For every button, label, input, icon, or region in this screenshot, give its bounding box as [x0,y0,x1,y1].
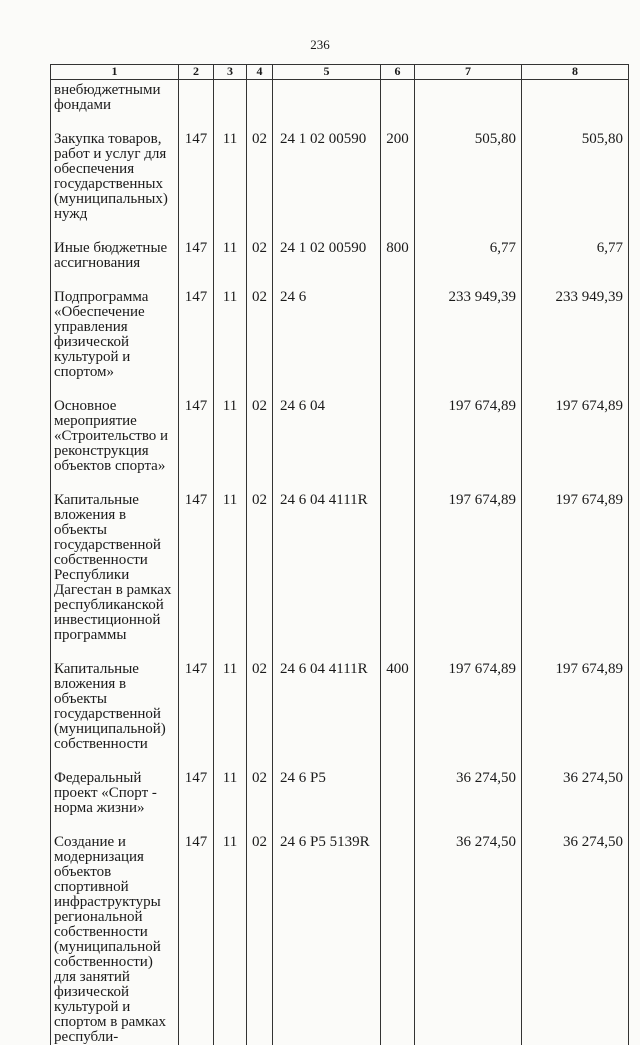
column-header-5: 5 [273,65,381,80]
row-c5: 24 6 P5 [273,752,381,816]
row-c6 [381,80,415,114]
row-c4: 02 [247,271,273,380]
row-c5: 24 1 02 00590 [273,113,381,222]
row-c6 [381,752,415,816]
row-c2: 147 [179,643,214,752]
row-c5 [273,80,381,114]
row-c4: 02 [247,643,273,752]
table-row [51,222,629,271]
budget-table [50,64,629,1045]
row-c4: 02 [247,380,273,474]
row-name: Федеральный проект «Спорт - норма жизни» [51,752,179,816]
row-c4 [247,80,273,114]
row-c2 [179,80,214,114]
table-row [51,380,629,474]
table-row [51,80,629,114]
row-c8: 197 674,89 [522,380,629,474]
row-c3: 11 [214,271,247,380]
row-c2: 147 [179,271,214,380]
row-c3: 11 [214,474,247,643]
row-c4: 02 [247,113,273,222]
row-c8: 36 274,50 [522,816,629,1045]
row-c3: 11 [214,816,247,1045]
row-name: Закупка товаров, работ и услуг для обеспечения государственных (муниципальных) нужд [51,113,179,222]
row-name: Создание и модернизация объектов спортивной инфраструктуры региональной собственности (муниципальной собственности) для занятий физической культурой и спортом в рамках республи- [51,816,179,1045]
row-name: Капитальные вложения в объекты государственной собственности Республики Дагестан в рамках республиканской инвестиционной программы [51,474,179,643]
page-number: 236 [310,37,330,52]
header-row [51,65,629,80]
row-c8: 233 949,39 [522,271,629,380]
row-c2: 147 [179,113,214,222]
row-name: внебюджетными фондами [51,80,179,114]
row-c8: 36 274,50 [522,752,629,816]
row-c8: 6,77 [522,222,629,271]
row-c4: 02 [247,474,273,643]
row-c7: 36 274,50 [415,816,522,1045]
row-c7: 197 674,89 [415,474,522,643]
row-c8: 505,80 [522,113,629,222]
row-c6 [381,816,415,1045]
row-c6: 800 [381,222,415,271]
table-row [51,752,629,816]
column-header-2: 2 [179,65,214,80]
row-c5: 24 6 04 4111R [273,643,381,752]
row-c4: 02 [247,816,273,1045]
row-c6 [381,271,415,380]
row-c8: 197 674,89 [522,643,629,752]
row-c2: 147 [179,380,214,474]
row-c3: 11 [214,643,247,752]
row-c6 [381,380,415,474]
row-c6: 400 [381,643,415,752]
column-header-7: 7 [415,65,522,80]
row-c5: 24 1 02 00590 [273,222,381,271]
row-c5: 24 6 04 [273,380,381,474]
row-c8: 197 674,89 [522,474,629,643]
table-row [51,113,629,222]
row-c7: 233 949,39 [415,271,522,380]
table-row [51,643,629,752]
row-name: Капитальные вложения в объекты государственной (муниципальной) собственности [51,643,179,752]
row-name: Основное мероприятие «Строительство и реконструкция объектов спорта» [51,380,179,474]
row-c7: 36 274,50 [415,752,522,816]
row-c5: 24 6 [273,271,381,380]
row-name: Подпрограмма «Обеспечение управления физической культурой и спортом» [51,271,179,380]
row-c3: 11 [214,113,247,222]
row-c7 [415,80,522,114]
column-header-8: 8 [522,65,629,80]
row-c6: 200 [381,113,415,222]
column-header-6: 6 [381,65,415,80]
row-c4: 02 [247,752,273,816]
column-header-1: 1 [51,65,179,80]
column-header-4: 4 [247,65,273,80]
row-c2: 147 [179,222,214,271]
row-c2: 147 [179,474,214,643]
row-c6 [381,474,415,643]
row-c3: 11 [214,752,247,816]
row-c5: 24 6 04 4111R [273,474,381,643]
row-c4: 02 [247,222,273,271]
row-c7: 197 674,89 [415,643,522,752]
row-c8 [522,80,629,114]
column-header-3: 3 [214,65,247,80]
row-c7: 6,77 [415,222,522,271]
row-c3: 11 [214,380,247,474]
table-row [51,271,629,380]
row-c3 [214,80,247,114]
row-c7: 505,80 [415,113,522,222]
table-row [51,816,629,1045]
table-row [51,474,629,643]
row-c5: 24 6 P5 5139R [273,816,381,1045]
row-c2: 147 [179,816,214,1045]
row-c3: 11 [214,222,247,271]
row-c2: 147 [179,752,214,816]
row-c7: 197 674,89 [415,380,522,474]
row-name: Иные бюджетные ассигнования [51,222,179,271]
